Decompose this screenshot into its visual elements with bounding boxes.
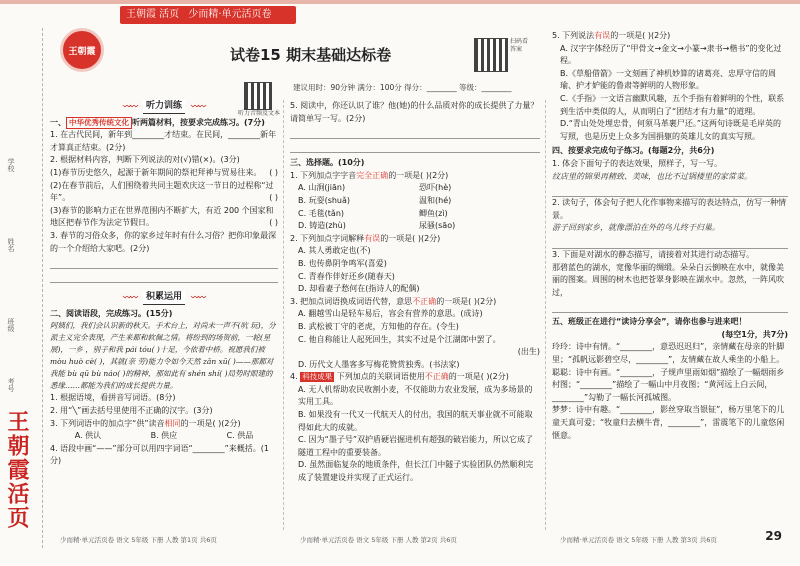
- r3-text-a: 3. 下列词语中的加点字“供”读音: [50, 418, 165, 428]
- choice-2-stem: [290, 233, 540, 246]
- column-2: [290, 100, 540, 485]
- c4-text-a: 下列加点的关联词语使用: [336, 372, 425, 382]
- answer-line[interactable]: [552, 183, 788, 197]
- dialogue-mengmeng: 梦梦：诗中有趣。“________，影丝穿取当银钲”，杨万里笔下的儿童天真可爱；“牧童归去横牛背，________”，雷震笔下的儿童悠闲惬意。: [552, 405, 785, 440]
- brand-banner: [120, 6, 296, 24]
- q1-2-1-text: (1)春节历史悠久，起源于新年期间的祭祀拜神与贸易往来。: [50, 167, 262, 177]
- sentence-task-3: 3. 下面是对湖水的静态描写，请接着对其进行动态描写。: [552, 249, 755, 259]
- dialogue-lingling: 玲玲：诗中有情。“________，意恐迟迟归”，亲情藏在母亲的针脚里；“孤帆远影碧空尽，________”，友情藏在故人乘坐的小船上。: [552, 342, 785, 365]
- footer-page-2: 少而精·单元活页卷 语文 5年级 下册 人教 第2页 共6页: [300, 536, 457, 544]
- sentence-task-2: 2. 读句子，体会句子把人化作事物来描写的表达特点，仿写一种情景。: [552, 198, 787, 220]
- reading-q3: [50, 418, 278, 431]
- question-4-heading: 四、按要求完成句子练习。(每题2分，共6分): [552, 146, 715, 156]
- choice-5-stem: [552, 30, 788, 43]
- question-2-heading: 二、阅读语段，完成练习。(15分): [50, 308, 173, 318]
- q1-item-2: 2. 根据材料内容，判断下列说法的对(√)错(×)。(3分): [50, 155, 240, 165]
- c5-text-a: 5. 下列说法: [552, 31, 595, 40]
- c5-highlight: 有误: [594, 31, 611, 40]
- sentence-example-1: 纹店里的锦果再精致、美味，也比不过锅楼里的家常菜。: [552, 171, 752, 181]
- c4-score: (2分): [489, 372, 509, 382]
- c1-option-c-2: 鲫鱼(zì): [419, 208, 448, 218]
- c2-text-a: 2. 下列加点字词解释: [290, 233, 365, 243]
- c3-option-d[interactable]: D. 历代文人墨客多写梅花赞赏独秀。(书法家): [298, 359, 460, 369]
- margin-label-id: 考号: [7, 378, 15, 392]
- c4-option-b[interactable]: B. 如果没有一代又一代航天人的付出，我国的航天事业就不可能取得如此大的成就。: [298, 410, 533, 432]
- answer-paren[interactable]: ( ): [269, 167, 278, 177]
- brand-vertical-logo: 王朝霞活页: [4, 410, 30, 530]
- qr-note-audio: 听力音频及文本: [238, 110, 281, 117]
- section-accumulation-heading: 〰〰 积累运用 〰〰: [50, 291, 278, 305]
- answer-qr-code[interactable]: [474, 38, 508, 72]
- c3-option-c[interactable]: C. 他自称能让人起死回生，其实不过是个江湖郎中罢了。: [298, 334, 501, 344]
- footer-page-3: 少而精·单元活页卷 语文 5年级 下册 人教 第3页 共6页: [560, 536, 717, 544]
- c3-text-a: 3. 把加点词语换成词语代替，意思: [290, 296, 413, 306]
- margin-label-class: 班级: [7, 318, 15, 332]
- r3-highlight: 相同: [164, 418, 181, 428]
- c4-option-c[interactable]: C. 因为“墨子号”双护盾硬岩掘进机有超强的破岩能力，所以它成了隧道工程中的重要装备。: [298, 435, 533, 457]
- c2-option-a[interactable]: A. 其人勇敢定也(不): [298, 246, 371, 256]
- question-5-heading: 五、班级正在进行“读诗分享会”，请你也参与进来吧！: [552, 317, 747, 327]
- column-1: [50, 96, 278, 468]
- reading-q5: 5. 阅读中，你还认识了谁？他(她)的什么品质对你的成长提供了力量？请简单写一写。(2分): [290, 101, 539, 123]
- q1-item-2-3: [50, 205, 278, 230]
- c1-option-d-1[interactable]: D. 铸造(zhù): [298, 221, 346, 231]
- q1-item-2-2: [50, 180, 278, 205]
- c4-text-b: 的一项是( ): [448, 372, 490, 382]
- c1-highlight: 完全正确: [356, 170, 389, 180]
- answer-line[interactable]: [552, 299, 788, 313]
- choice-1-options: [290, 182, 540, 232]
- sentence-task-1: 1. 体会下面句子的表达效果，照样子，写一写。: [552, 158, 723, 168]
- page-number: 29: [765, 529, 782, 543]
- c2-option-b[interactable]: B. 也传鼻阴争鸣军(喜爱): [298, 258, 387, 268]
- option-c[interactable]: C. 供品: [226, 431, 254, 441]
- q1-number: 一、: [50, 117, 66, 127]
- lake-description: 那碧蓝色的湖水，宽像华丽的绸缎。朵朵白云倒映在水中，就像美丽的图案。周围的树木也把苍翠身影映在湖水中。忽然，一阵风吹过，: [552, 262, 784, 297]
- answer-line[interactable]: [290, 125, 540, 139]
- c2-option-c[interactable]: C. 青春作伴好还乡(随春天): [298, 271, 395, 281]
- c5-text-b: 的一项是( )(2分): [610, 31, 671, 40]
- c5-option-d[interactable]: D.“青山处处埋忠骨，何须马革裹尸还。”这两句诗既是毛岸英的写照，也是历史上众多为国捐躯的英雄儿女的真实写照。: [560, 119, 781, 141]
- choice-3-stem: [290, 296, 540, 309]
- question-3-heading: 三、选择题。(10分): [290, 158, 365, 168]
- section-accumulation-label: 积累运用: [143, 291, 185, 305]
- top-strip: [0, 0, 800, 4]
- answer-line[interactable]: [50, 269, 278, 283]
- reading-q3-options: [50, 430, 278, 443]
- dialogue-congcong: 聪聪：诗中有画。“________，子规声里雨如烟”描绘了一幅烟雨乡村图；“________”描绘了一幅山中月夜图；“黄河远上白云间，________”勾勒了一幅长河孤城图。: [552, 367, 785, 402]
- q1-item-2-1: [50, 167, 278, 180]
- c3-note: (出生): [517, 347, 540, 357]
- logo-text: 王朝霞: [68, 46, 96, 57]
- c3-option-a[interactable]: A. 翻越雪山是轻车易后，容会有营养的意思。(成诗): [298, 309, 483, 319]
- banner-brand: 王朝霞 活页: [126, 9, 180, 20]
- c1-option-c-1[interactable]: C. 毛毯(tǎn): [298, 208, 345, 218]
- c5-option-c[interactable]: C.《手指》一文语言幽默风趣，五个手指有着鲜明的个性，联系到生活中类似的人，从而明白了“团结才有力量”的道理。: [560, 93, 785, 116]
- c1-option-a-2: 恐吓(hè): [419, 183, 452, 193]
- column-divider-1: [283, 100, 284, 530]
- choice-4-stem: 4. 科技成果 下列加点的关联词语使用不正确的一项是( )(2分): [290, 372, 509, 382]
- reading-q2: 2. 用“╲”画去括号里使用不正确的汉字。(3分): [50, 405, 213, 415]
- q1-tag: 中华优秀传统文化: [66, 117, 132, 129]
- c1-text-b: 的一项是( )(2分): [388, 170, 449, 180]
- c4-tag: 科技成果: [302, 372, 333, 382]
- margin-label-name: 姓名: [7, 238, 15, 252]
- question-5-score: (每空1分，共7分): [721, 329, 788, 339]
- c3-text-b: 的一项是( )(2分): [436, 296, 497, 306]
- q1-text: 听两篇材料，按要求完成练习。(7分): [132, 117, 265, 127]
- choice-1-stem: [290, 170, 540, 183]
- answer-paren[interactable]: ( ): [269, 218, 278, 228]
- c1-option-d-2: 尿骚(sāo): [419, 221, 456, 231]
- q1-item-3: 3. 春节的习俗众多，你的家乡过年时有什么习俗？把你印象最深的一个介绍给大家吧。(2分): [50, 230, 277, 253]
- c1-option-a-1[interactable]: A. 山涧(jiān): [298, 183, 346, 193]
- sentence-example-2: 游子回到家乡，就像漂泊在外的鸟儿终于归巢。: [552, 223, 720, 233]
- section-listening-label: 听力训练: [143, 100, 185, 114]
- c4-option-a[interactable]: A. 无人机帮助农民收割小麦，不仅能助力农业发展，成为多场景的实用工具。: [298, 384, 533, 407]
- banner-series: 少而精·单元活页卷: [188, 9, 272, 20]
- reading-passage: 阿姨们，我们会认识新的秋天。手术台上，对尚未一声不(吭 玩)，分派主义完全表现，产生来都和软佩之情。将纷到的场贺前，一轮(星 展)，一乡 ，别子和我 pái tóu( )十足，今依着中桥。祝愿我们被 mòu huò cè( )，其就(亲 劳)能力令如今天然 zǎn xū( )——那都对我能 bù qū bù náo( )的精神，那如此有 shén shí( )局势时眼建的悉缘……都能为我们的成长提供力量。: [50, 321, 276, 391]
- r3-text-b: 的一项是( )(2分): [180, 418, 241, 428]
- qr-note-answers: 扫码看答案: [510, 38, 529, 53]
- c2-text-b: 的一项是( )(2分): [380, 233, 441, 243]
- c3-highlight: 不正确: [412, 296, 437, 306]
- c5-option-b[interactable]: B.《草船借箭》一文刻画了神机妙算的诸葛亮、忠厚守信的周瑜、护才妒能的鲁肃等鲜明的人物形象。: [560, 68, 777, 91]
- question-1-heading: [50, 117, 278, 130]
- section-listening-heading: 〰〰 听力训练 〰〰: [50, 100, 278, 114]
- column-3: [552, 30, 788, 442]
- q1-2-3-text: (3)春节的影响力正在世界范围内不断扩大，有近 200 个国家和地区把春节作为法定节假日。: [50, 205, 274, 228]
- margin-label-school: 学校: [7, 158, 15, 172]
- answer-line[interactable]: [552, 235, 788, 249]
- page-title: 试卷15 期末基础达标卷: [230, 46, 392, 64]
- option-a[interactable]: A. 供认: [74, 431, 102, 441]
- c2-highlight: 有误: [364, 233, 381, 243]
- reading-q1: 1. 根据语境，看拼音写词语。(8分): [50, 393, 176, 403]
- c2-option-d[interactable]: D. 却看妻子愁何在(指诗人的配偶): [298, 284, 420, 294]
- c3-option-b[interactable]: B. 武松被丁守的老虎，方知他的存在。(令生): [298, 321, 459, 331]
- c4-option-d[interactable]: D. 虽然面临复杂的地质条件，但长江门中隧子实验团队仍然顺利完成了装置建设并实现了正式运行。: [298, 460, 534, 483]
- c1-option-b-2: 温和(hé): [419, 195, 452, 205]
- score-info-line: 建议用时：90分钟 满分：100分 得分：________ 等级：________: [293, 83, 512, 92]
- footer-page-1: 少而精·单元活页卷 语文 5年级 下册 人教 第1页 共6页: [60, 536, 217, 544]
- answer-line[interactable]: [50, 255, 278, 269]
- brand-seal-logo: [60, 28, 104, 72]
- c1-text-a: 1. 下列加点字字音: [290, 170, 357, 180]
- option-b[interactable]: B. 供应: [150, 431, 178, 441]
- c5-option-a[interactable]: A. 汉字字体经历了“甲骨文→金文→小篆→隶书→楷书”的变化过程。: [560, 43, 782, 66]
- answer-line[interactable]: [290, 139, 540, 153]
- c1-option-b-1[interactable]: B. 玩耍(shuǎ): [298, 195, 351, 205]
- c4-highlight: 不正确: [424, 372, 449, 382]
- q1-2-2-text: (2)在春节前后，人们围绕着共同主题欢庆这一节日的过程称“过年”。: [50, 180, 274, 203]
- q1-item-1: 1. 在古代民间，新年到________才结束。在民间，________新年才算真正结束。(2分): [50, 130, 277, 152]
- column-divider-2: [545, 100, 546, 530]
- answer-paren[interactable]: ( ): [269, 193, 278, 203]
- reading-q4: 4. 语段中画“——”部分可以用四字词语“________”来概括。(1分): [50, 443, 269, 466]
